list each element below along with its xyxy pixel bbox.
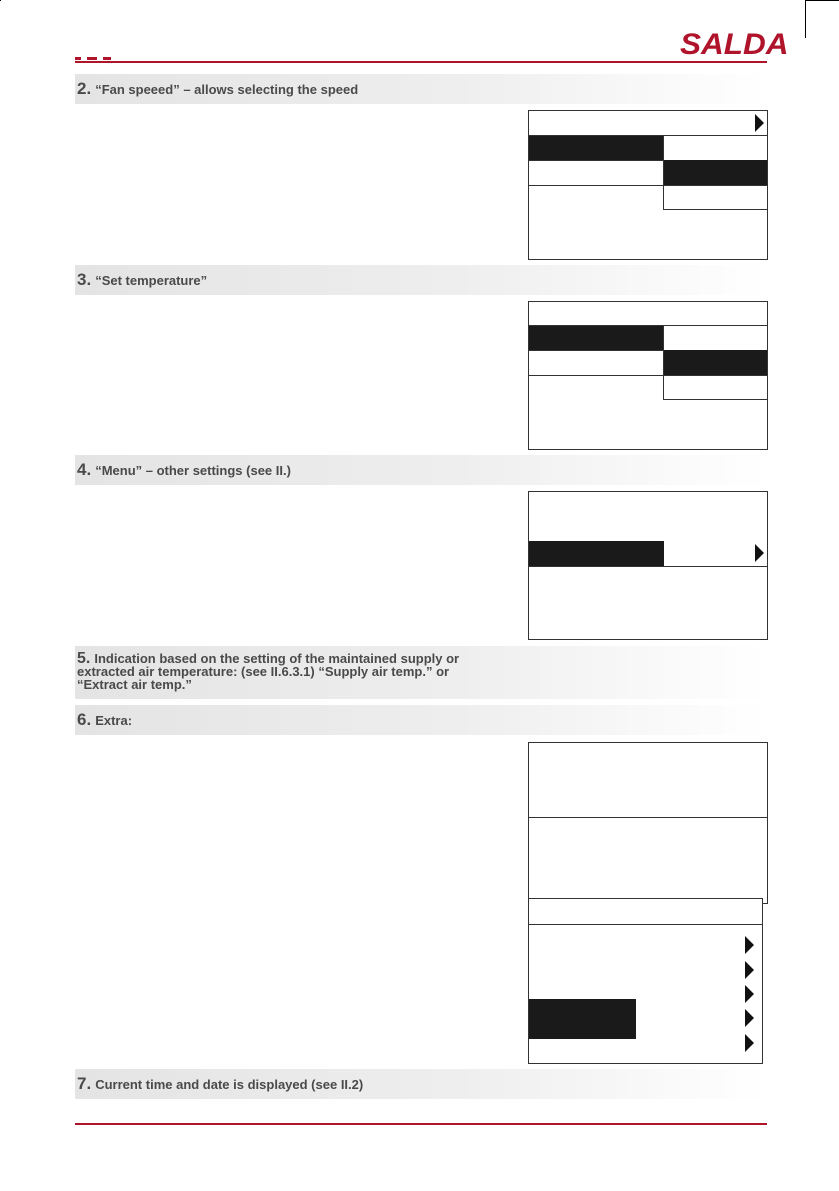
- section-number: 4.: [77, 460, 92, 479]
- triangle-right-icon: [745, 1034, 754, 1052]
- triangle-right-icon: [755, 544, 764, 562]
- section-number: 5.: [77, 650, 91, 667]
- extra-screen: [528, 742, 768, 904]
- section-number: 6.: [77, 710, 92, 729]
- section-4-heading: [75, 455, 767, 485]
- section-2-heading: [75, 74, 767, 104]
- divider: [663, 209, 768, 210]
- selected-cell: [664, 350, 767, 375]
- section-text-line: extracted air temperature: (see II.6.3.1) “Supply air temp.” or: [77, 664, 450, 679]
- section-3-heading: [75, 265, 767, 295]
- selected-menu-cell: [529, 541, 664, 566]
- header-rule: [75, 61, 767, 63]
- section-text-line: “Extract air temp.”: [77, 677, 192, 692]
- triangle-right-icon: [755, 114, 764, 132]
- section-text: “Set temperature”: [95, 273, 208, 288]
- divider: [528, 375, 768, 376]
- selected-cell: [529, 326, 664, 350]
- divider: [528, 924, 763, 925]
- section-text: Extra:: [95, 713, 133, 728]
- salda-logo: SALDA: [680, 28, 789, 61]
- section-number: 7.: [77, 1074, 92, 1093]
- triangle-right-icon: [745, 1009, 754, 1027]
- selected-menu-cell: [529, 999, 636, 1039]
- triangle-right-icon: [745, 961, 754, 979]
- footer-rule: [75, 1123, 767, 1125]
- triangle-right-icon: [745, 985, 754, 1003]
- triangle-right-icon: [745, 936, 754, 954]
- section-7-heading: [75, 1069, 767, 1099]
- crop-mark-top-left: [0, 0, 1, 1]
- selected-cell: [529, 136, 664, 160]
- divider: [528, 817, 768, 818]
- crop-mark-top-right-vertical: [805, 0, 806, 38]
- section-number: 3.: [77, 270, 92, 289]
- divider: [663, 399, 768, 400]
- extra-menu-screen: [528, 898, 763, 1064]
- section-text: “Fan speeed” – allows selecting the speed: [95, 82, 359, 97]
- divider: [528, 566, 768, 567]
- divider: [528, 185, 768, 186]
- section-6-heading: [75, 705, 767, 735]
- section-text: Current time and date is displayed (see II.2): [95, 1077, 364, 1092]
- section-5-heading: [75, 646, 767, 699]
- section-number: 2.: [77, 79, 92, 98]
- selected-cell: [664, 160, 767, 185]
- crop-mark-top-right: [805, 0, 839, 1]
- section-text: “Menu” – other settings (see II.): [95, 463, 291, 478]
- section-text-line: Indication based on the setting of the maintained supply or: [94, 651, 460, 666]
